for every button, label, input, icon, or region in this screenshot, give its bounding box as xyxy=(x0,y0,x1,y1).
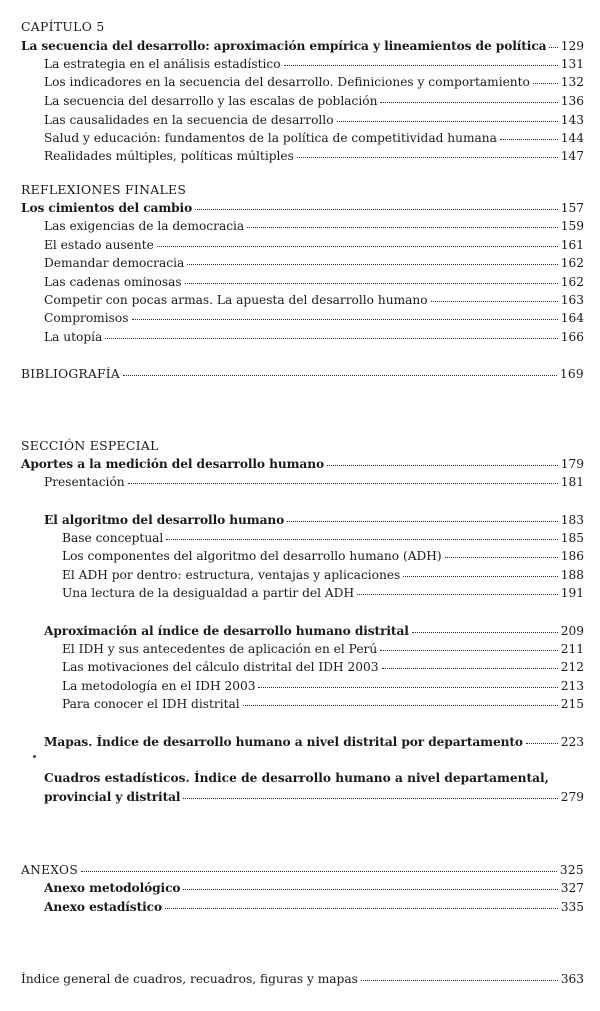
toc-entry-page: 157 xyxy=(560,201,584,215)
toc-entry[interactable] xyxy=(44,881,584,895)
toc-entry-page: 215 xyxy=(560,697,584,711)
toc-entry[interactable] xyxy=(44,790,584,804)
toc-entry-title: El algoritmo del desarrollo humano xyxy=(44,513,285,527)
toc-entry-title: Base conceptual xyxy=(62,531,164,545)
toc-entry-title: Las causalidades en la secuencia de desarrollo xyxy=(44,113,334,127)
toc-entry[interactable] xyxy=(44,311,584,325)
toc-entry[interactable] xyxy=(62,679,584,693)
toc-entry-title: ANEXOS xyxy=(21,863,78,877)
dot-leader xyxy=(243,704,558,706)
toc-entry-page: 209 xyxy=(560,624,584,638)
toc-entry-title: Las motivaciones del cálculo distrital del IDH 2003 xyxy=(62,660,379,674)
dot-leader xyxy=(195,208,558,210)
dot-leader xyxy=(357,593,558,595)
toc-entry-title: Índice general de cuadros, recuadros, figuras y mapas xyxy=(21,972,358,986)
dot-leader xyxy=(337,120,558,122)
toc-entry-title: Para conocer el IDH distrital xyxy=(62,697,240,711)
toc-entry[interactable] xyxy=(44,513,584,527)
dot-leader xyxy=(258,686,557,688)
toc-entry[interactable] xyxy=(44,94,584,108)
stray-mark xyxy=(33,755,36,758)
toc-entry-title: Realidades múltiples, políticas múltiples xyxy=(44,149,294,163)
dot-leader xyxy=(105,337,557,339)
toc-entry-page: 144 xyxy=(560,131,584,145)
dot-leader xyxy=(361,979,558,981)
toc-entry-page: 335 xyxy=(560,900,584,914)
toc-entry-page: 186 xyxy=(560,549,584,563)
toc-entry-title: Los componentes del algoritmo del desarrollo humano (ADH) xyxy=(62,549,442,563)
dot-leader xyxy=(380,101,557,103)
toc-entry[interactable] xyxy=(62,531,584,545)
toc-entry[interactable] xyxy=(21,863,584,877)
toc-entry-page: 188 xyxy=(560,568,584,582)
dot-leader xyxy=(81,870,557,872)
toc-entry[interactable] xyxy=(44,75,584,89)
toc-entry-page: 169 xyxy=(559,367,584,381)
toc-entry-page: 164 xyxy=(560,311,584,325)
toc-entry[interactable] xyxy=(44,293,584,307)
toc-entry-title: La utopía xyxy=(44,330,103,344)
dot-leader xyxy=(185,282,558,284)
toc-entry-page: 162 xyxy=(560,256,584,270)
toc-entry-indice[interactable] xyxy=(21,972,584,986)
toc-entry[interactable] xyxy=(62,549,584,563)
toc-entry[interactable] xyxy=(21,201,584,215)
toc-entry-page: 211 xyxy=(560,642,584,656)
chapter-5-heading: CAPÍTULO 5 xyxy=(21,19,105,34)
toc-entry-page: 213 xyxy=(560,679,584,693)
toc-entry-page: 363 xyxy=(560,972,584,986)
dot-leader xyxy=(500,138,558,140)
toc-entry-title: Compromisos xyxy=(44,311,129,325)
toc-entry[interactable] xyxy=(21,39,584,53)
toc-entry[interactable] xyxy=(62,642,584,656)
toc-entry[interactable] xyxy=(44,900,584,914)
toc-entry-title: Salud y educación: fundamentos de la política de competitividad humana xyxy=(44,131,497,145)
dot-leader xyxy=(403,575,557,577)
dot-leader xyxy=(284,64,558,66)
toc-entry-title: La secuencia del desarrollo: aproximación empírica y lineamientos de política xyxy=(21,39,547,53)
dot-leader xyxy=(549,46,557,48)
toc-entry[interactable] xyxy=(62,660,584,674)
dot-leader xyxy=(183,797,557,799)
toc-entry[interactable] xyxy=(62,568,584,582)
toc-entry[interactable] xyxy=(44,149,584,163)
toc-entry-title: Los indicadores en la secuencia del desarrollo. Definiciones y comportamiento xyxy=(44,75,530,89)
toc-entry[interactable] xyxy=(21,457,584,471)
toc-entry-title: Mapas. Índice de desarrollo humano a nivel distrital por departamento xyxy=(44,735,523,749)
dot-leader xyxy=(132,318,558,320)
dot-leader xyxy=(526,742,558,744)
toc-entry-page: 191 xyxy=(560,586,584,600)
dot-leader xyxy=(412,631,558,633)
toc-entry-page: 132 xyxy=(560,75,584,89)
toc-entry-title: Competir con pocas armas. La apuesta del desarrollo humano xyxy=(44,293,428,307)
dot-leader xyxy=(380,649,558,651)
toc-entry[interactable] xyxy=(44,238,584,252)
toc-entry[interactable] xyxy=(44,131,584,145)
dot-leader xyxy=(187,263,557,265)
dot-leader xyxy=(287,520,558,522)
toc-entry[interactable] xyxy=(44,330,584,344)
toc-entry-page: 166 xyxy=(560,330,584,344)
toc-entry[interactable] xyxy=(62,586,584,600)
toc-entry[interactable] xyxy=(44,275,584,289)
toc-entry-title: provincial y distrital xyxy=(44,790,181,804)
toc-entry-page: 179 xyxy=(560,457,584,471)
toc-entry-page: 143 xyxy=(560,113,584,127)
toc-entry-page: 162 xyxy=(560,275,584,289)
toc-entry-title: Las exigencias de la democracia xyxy=(44,219,245,233)
dot-leader xyxy=(247,226,558,228)
toc-entry-page: 212 xyxy=(560,660,584,674)
toc-entry-title: Los cimientos del cambio xyxy=(21,201,193,215)
toc-entry-page: 129 xyxy=(560,39,584,53)
toc-entry-title: Aproximación al índice de desarrollo humano distrital xyxy=(44,624,409,638)
toc-entry-page: 185 xyxy=(560,531,584,545)
toc-entry[interactable] xyxy=(62,697,584,711)
dot-leader xyxy=(382,667,558,669)
dot-leader xyxy=(165,907,558,909)
dot-leader xyxy=(533,82,558,84)
toc-entry-page: 183 xyxy=(560,513,584,527)
toc-entry-page: 131 xyxy=(560,57,584,71)
toc-entry-page: 163 xyxy=(560,293,584,307)
toc-entry-page: 161 xyxy=(560,238,584,252)
toc-entry-title: El estado ausente xyxy=(44,238,154,252)
toc-entry-title: La metodología en el IDH 2003 xyxy=(62,679,256,693)
seccion-especial-heading: SECCIÓN ESPECIAL xyxy=(21,438,159,453)
toc-entry-page: 325 xyxy=(559,863,584,877)
toc-entry-title: Aportes a la medición del desarrollo humano xyxy=(21,457,325,471)
dot-leader xyxy=(297,156,558,158)
toc-entry-page: 147 xyxy=(560,149,584,163)
toc-entry-title: El ADH por dentro: estructura, ventajas y aplicaciones xyxy=(62,568,401,582)
toc-entry-title: La secuencia del desarrollo y las escalas de población xyxy=(44,94,378,108)
toc-entry-title: BIBLIOGRAFÍA xyxy=(21,367,121,381)
toc-entry-bibliografia[interactable] xyxy=(21,367,584,381)
dot-leader xyxy=(327,464,558,466)
dot-leader xyxy=(431,300,558,302)
dot-leader xyxy=(445,556,558,558)
toc-entry-title: Las cadenas ominosas xyxy=(44,275,182,289)
toc-entry-page: 181 xyxy=(560,475,584,489)
toc-entry[interactable] xyxy=(44,624,584,638)
dot-leader xyxy=(128,482,558,484)
toc-entry-title-line1: Cuadros estadísticos. Índice de desarrollo humano a nivel departamental, xyxy=(44,771,549,785)
toc-entry-page: 159 xyxy=(560,219,584,233)
dot-leader xyxy=(157,245,558,247)
reflexiones-heading: REFLEXIONES FINALES xyxy=(21,182,187,197)
dot-leader xyxy=(123,374,557,376)
toc-entry[interactable] xyxy=(44,735,584,749)
toc-entry-title: Presentación xyxy=(44,475,125,489)
toc-entry[interactable] xyxy=(44,219,584,233)
toc-entry-page: 136 xyxy=(560,94,584,108)
toc-entry-page: 223 xyxy=(560,735,584,749)
toc-entry-title: Anexo estadístico xyxy=(44,900,162,914)
dot-leader xyxy=(183,888,557,890)
dot-leader xyxy=(166,538,557,540)
toc-entry-title: Anexo metodológico xyxy=(44,881,181,895)
toc-entry-title: El IDH y sus antecedentes de aplicación en el Perú xyxy=(62,642,378,656)
toc-entry[interactable] xyxy=(44,57,584,71)
toc-entry-page: 279 xyxy=(560,790,584,804)
toc-entry-page: 327 xyxy=(560,881,584,895)
toc-entry[interactable] xyxy=(44,475,584,489)
toc-entry[interactable] xyxy=(44,256,584,270)
toc-entry-title: Una lectura de la desigualdad a partir del ADH xyxy=(62,586,355,600)
toc-entry-title: Demandar democracia xyxy=(44,256,185,270)
toc-entry[interactable] xyxy=(44,113,584,127)
toc-entry-title: La estrategia en el análisis estadístico xyxy=(44,57,281,71)
